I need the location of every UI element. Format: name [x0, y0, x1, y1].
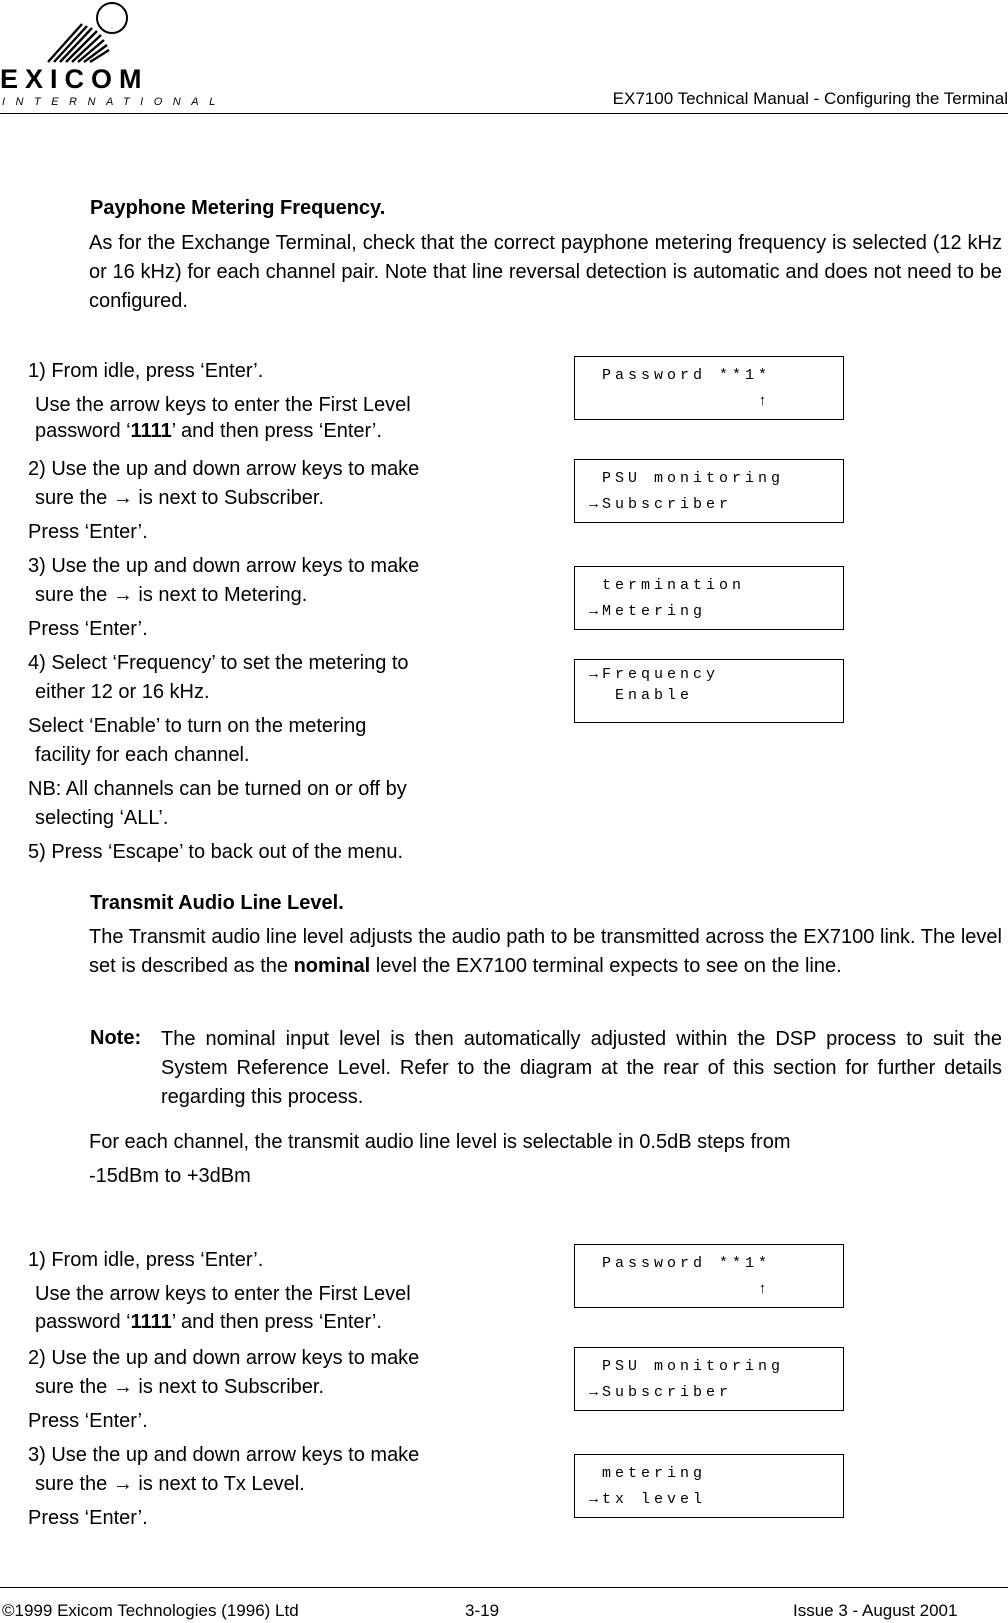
lcd-line: ↑ — [589, 393, 772, 410]
step-text: Use the arrow keys to enter the First Level — [35, 394, 411, 416]
lcd-line: Password **1* — [589, 1255, 772, 1272]
section-heading-transmit-level: Transmit Audio Line Level. — [90, 892, 344, 914]
note-body: The nominal input level is then automatically adjusted within the DSP process to suit the System Reference Level. Refer to the diagram at the rear of this section for further details regarding this process. — [161, 1028, 1002, 1108]
logo-wordmark: EXICOM — [0, 64, 149, 94]
step-text: 2) Use the up and down arrow keys to make — [28, 1347, 420, 1369]
step-text: 3) Use the up and down arrow keys to make — [28, 1444, 420, 1466]
lcd-line: metering — [589, 1465, 707, 1482]
lcd-line: →tx level — [589, 1491, 707, 1508]
paragraph-text: For each channel, the transmit audio line level is selectable in 0.5dB steps from — [89, 1131, 791, 1153]
header-divider — [0, 113, 1008, 114]
step-text: NB: All channels can be turned on or off by — [28, 778, 407, 800]
lcd-display-subscriber — [574, 459, 844, 523]
lcd-line: →Frequency — [589, 666, 720, 683]
footer-issue: Issue 3 - August 2001 — [793, 1601, 958, 1620]
step-text: sure the → is next to Subscriber. — [35, 487, 325, 509]
lcd-line: →Subscriber — [589, 496, 733, 513]
step-text: 1) From idle, press ‘Enter’. — [28, 360, 264, 382]
footer-page-number: 3-19 — [465, 1601, 500, 1620]
lcd-line: ↑ — [589, 1281, 772, 1298]
step-text: facility for each channel. — [35, 744, 250, 766]
step-text: sure the → is next to Tx Level. — [35, 1473, 305, 1495]
step-text: ’ and then press ‘Enter’. — [171, 1311, 382, 1333]
step-text — [35, 1311, 382, 1334]
step-text: Use the arrow keys to enter the First Level — [35, 1283, 411, 1305]
lcd-display-frequency — [574, 659, 844, 723]
lcd-display-tx-level — [574, 1454, 844, 1518]
step-text: 2) Use the up and down arrow keys to make — [28, 458, 420, 480]
lcd-line: PSU monitoring — [589, 1358, 785, 1375]
paragraph-text: level the EX7100 terminal expects to see on the line. — [370, 955, 842, 977]
step-text: sure the → is next to Subscriber. — [35, 1376, 325, 1398]
password-value: 1111 — [130, 420, 172, 442]
password-value: 1111 — [130, 1311, 172, 1333]
step-text: ’ and then press ‘Enter’. — [171, 420, 382, 442]
emphasis-nominal: nominal — [293, 955, 371, 977]
satellite-logo-icon — [0, 0, 170, 70]
header-title: EX7100 Technical Manual - Configuring the Terminal — [612, 89, 1008, 108]
paragraph-text: -15dBm to +3dBm — [89, 1165, 251, 1187]
lcd-line: Password **1* — [589, 367, 772, 384]
step-text: either 12 or 16 kHz. — [35, 681, 210, 703]
section-heading-metering-frequency: Payphone Metering Frequency. — [90, 197, 386, 219]
section-paragraph-metering: As for the Exchange Terminal, check that the correct payphone metering frequency is selected (12 kHz or 16 kHz) for each channel pair. Note that line reversal detection is automatic and does not need to be configured. — [89, 232, 1002, 312]
lcd-line: →Subscriber — [589, 1384, 733, 1401]
lcd-line: Enable — [589, 687, 694, 704]
step-text: password ‘ — [35, 1311, 131, 1333]
lcd-line: →Metering — [589, 603, 707, 620]
step-text — [35, 420, 382, 443]
exicom-logo — [0, 0, 226, 112]
step-text: Press ‘Enter’. — [28, 1410, 148, 1432]
step-text: Press ‘Enter’. — [28, 1507, 148, 1529]
lcd-display-metering — [574, 566, 844, 630]
step-text: password ‘ — [35, 420, 131, 442]
logo-subtitle: INTERNATIONAL — [2, 96, 226, 108]
step-text: 4) Select ‘Frequency’ to set the metering to — [28, 652, 409, 674]
step-text: Press ‘Enter’. — [28, 521, 148, 543]
section-paragraph-transmit — [89, 923, 1002, 981]
lcd-display-password — [574, 1244, 844, 1308]
lcd-line: termination — [589, 577, 746, 594]
lcd-line: PSU monitoring — [589, 470, 785, 487]
step-text: 1) From idle, press ‘Enter’. — [28, 1249, 264, 1271]
paragraph-text: The Transmit audio line level adjusts the audio path to be transmitted across the EX7100 link. The level set is described as the — [89, 926, 1002, 977]
footer-divider — [0, 1587, 1008, 1588]
note-label: Note: — [90, 1027, 142, 1049]
step-text: sure the → is next to Metering. — [35, 584, 308, 606]
footer-copyright: ©1999 Exicom Technologies (1996) Ltd — [2, 1601, 299, 1620]
step-text: Press ‘Enter’. — [28, 618, 148, 640]
lcd-display-password — [574, 356, 844, 420]
step-text: selecting ‘ALL’. — [35, 807, 169, 829]
step-text: 3) Use the up and down arrow keys to make — [28, 555, 420, 577]
step-text: Select ‘Enable’ to turn on the metering — [28, 715, 367, 737]
step-text: 5) Press ‘Escape’ to back out of the menu. — [28, 841, 404, 863]
lcd-display-subscriber — [574, 1347, 844, 1411]
